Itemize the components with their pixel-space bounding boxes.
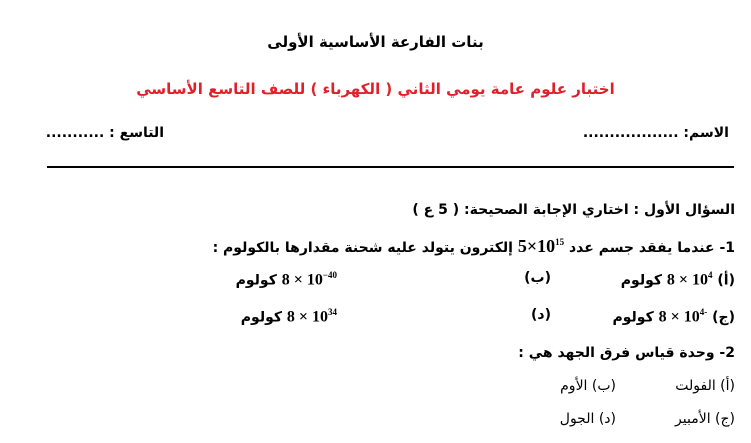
option-c-exponent: 4- <box>699 307 708 317</box>
item1-text-before: عندما يفقد جسم عدد <box>569 240 715 256</box>
option-b-mantissa: 8 × 10 <box>281 271 323 289</box>
item1-number: 1- <box>719 240 735 256</box>
item2-option-c: (ج) الأمبير <box>675 411 735 427</box>
student-name-field: الاسم: .................. <box>582 125 729 141</box>
option-d-value <box>287 307 337 326</box>
item1-quantity-exponent: 15 <box>555 237 565 247</box>
item2-option-d: (د) الجول <box>559 411 616 427</box>
item1-option-d-label: (د) <box>531 307 551 323</box>
option-a-value <box>667 270 713 289</box>
item1-quantity-base: 5×10 <box>517 236 556 256</box>
question1-item1-text <box>213 236 735 257</box>
item2-option-a: (أ) الفولت <box>675 378 735 394</box>
option-a-label: (أ) <box>717 272 735 289</box>
item1-quantity <box>518 236 564 257</box>
header-divider <box>47 166 734 168</box>
option-b-unit: كولوم <box>235 272 277 289</box>
item2-option-b: (ب) الأوم <box>560 378 616 394</box>
exam-title: اختبار علوم عامة يومي الثاني ( الكهرباء ) للصف التاسع الأساسي <box>136 80 615 98</box>
option-c-value <box>659 307 708 326</box>
option-d-unit: كولوم <box>240 309 282 326</box>
option-a-mantissa: 8 × 10 <box>666 271 709 289</box>
item1-option-c <box>613 307 735 326</box>
option-a-unit: كولوم <box>620 272 663 289</box>
item1-option-a <box>621 270 735 289</box>
option-c-mantissa: 8 × 10 <box>658 308 700 326</box>
option-c-label: (ج) <box>712 309 735 326</box>
question1-heading: السؤال الأول : اختاري الإجابة الصحيحة: ( 5 ع ) <box>412 202 735 218</box>
item1-option-d <box>241 307 337 326</box>
item1-text-after: إلكترون يتولد عليه شحنة مقدارها بالكولوم : <box>212 240 513 256</box>
option-d-exponent: 34 <box>328 307 337 317</box>
item1-option-b <box>236 270 337 289</box>
class-field: التاسع : ........... <box>45 125 164 141</box>
school-name: بنات الفارعة الأساسية الأولى <box>267 33 484 51</box>
question1-item2-text: 2- وحدة قياس فرق الجهد هي : <box>518 345 735 361</box>
option-c-unit: كولوم <box>612 309 654 326</box>
item1-option-b-label: (ب) <box>524 270 551 286</box>
option-b-exponent: −40 <box>322 270 337 280</box>
option-d-mantissa: 8 × 10 <box>286 308 328 326</box>
option-b-value <box>282 270 337 289</box>
option-a-exponent: 4 <box>708 270 713 280</box>
